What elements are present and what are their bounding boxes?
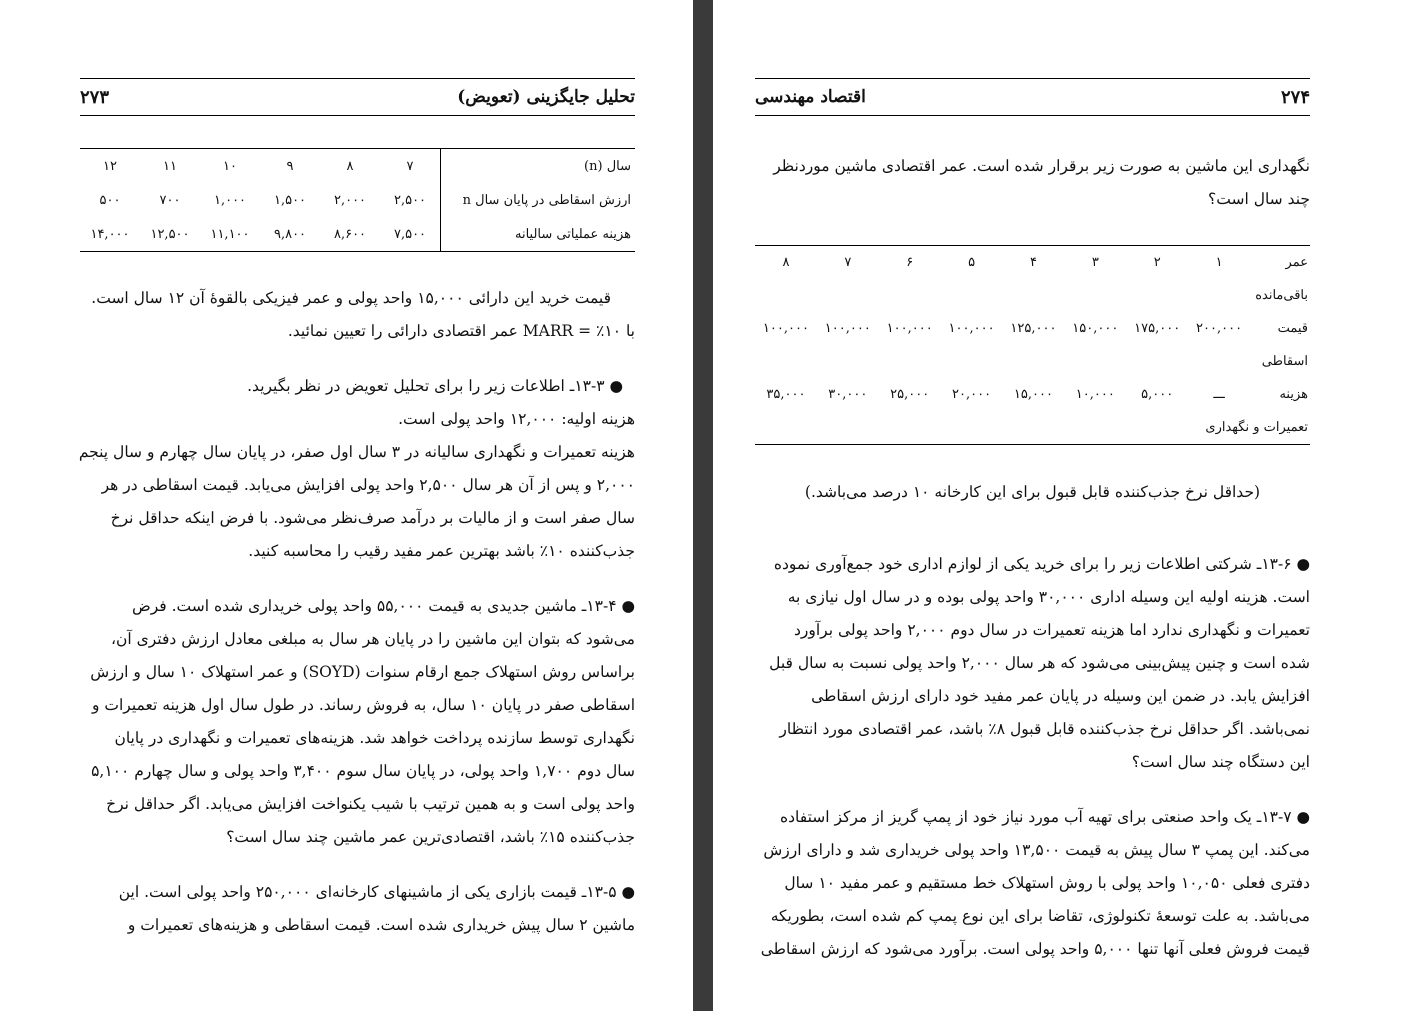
problem-13-5 <box>80 876 635 942</box>
problem-13-4 <box>80 590 635 854</box>
page-header <box>80 78 635 116</box>
text-line: براساس روش استهلاک جمع ارقام سنوات (SOYD) و عمر استهلاک ۱۰ سال و ارزش <box>90 663 635 681</box>
text-line: می‌کند. این پمپ ۳ سال پیش به قیمت ۱۳,۵۰۰ واحد پولی خریداری شد و دارای ارزش <box>763 841 1310 859</box>
machine-age-table <box>755 245 1310 445</box>
book-spine <box>693 0 713 1011</box>
table-cell: ۴ <box>1029 255 1037 270</box>
text-line: چند سال است؟ <box>1208 190 1310 208</box>
table-cell: ۱۲ <box>103 158 117 174</box>
table-cell: ۱۰۰,۰۰۰ <box>762 321 809 336</box>
text-line: اسقاطی صفر در پایان ۱۰ سال، به فروش رساند. در طول سال اول هزینه تعمیرات و <box>91 696 635 714</box>
text-line: سال دوم ۱,۷۰۰ واحد پولی، در پایان سال سوم ۳,۴۰۰ واحد پولی و سال چهارم ۵,۱۰۰ <box>91 762 635 780</box>
table-row <box>80 183 635 217</box>
page-number: ۲۷۳ <box>80 86 110 108</box>
left-body-text <box>80 282 635 942</box>
table-row <box>80 149 635 183</box>
table-row <box>755 312 1310 345</box>
table-cell: ۳ <box>1091 255 1099 270</box>
table-cell: ۶ <box>906 255 914 270</box>
table-cell: ۵۰۰ <box>99 192 121 208</box>
table-cell: ۱۰۰,۰۰۰ <box>948 321 995 336</box>
table-cell: ۱,۰۰۰ <box>213 192 247 208</box>
text-line: قیمت خرید این دارائی ۱۵,۰۰۰ واحد پولی و عمر فیزیکی بالقوهٔ آن ۱۲ سال است. <box>91 289 611 307</box>
row-label: عمر <box>1285 255 1308 270</box>
text-line: است. هزینه اولیه این وسیله اداری ۳۰,۰۰۰ واحد پولی بوده و در سال اول نیازی به <box>787 588 1310 606</box>
table-row <box>755 246 1310 279</box>
page-274 <box>713 0 1403 1011</box>
table-cell: ۵,۰۰۰ <box>1141 387 1174 402</box>
text-line: می‌شود که بتوان این ماشین را در پایان هر سال به مبلغی معادل ارزش دفتری آن، <box>110 630 635 648</box>
text-line: افزایش یابد. در ضمن این وسیله در پایان عمر مفید خود دارای ارزش اسقاطی <box>811 687 1310 705</box>
problem-13-7 <box>755 801 1310 966</box>
table-cell: ۸ <box>782 255 790 270</box>
row-label: هزینه <box>1279 387 1308 402</box>
table-cell: ۲۰,۰۰۰ <box>952 387 992 402</box>
table-cell: ۲ <box>1153 255 1161 270</box>
table-cell: ۲,۵۰۰ <box>393 192 427 208</box>
problem-13-3 <box>80 370 635 568</box>
row-label: هزینه عملیاتی سالیانه <box>440 217 635 251</box>
table-cell: ۱۱ <box>163 158 177 174</box>
problem-13-6 <box>755 548 1310 779</box>
row-label: سال (n) <box>440 149 635 183</box>
text-line: شده است و چنین پیش‌بینی می‌شود که هر سال ۲,۰۰۰ واحد پولی نسبت به سال قبل <box>769 654 1310 672</box>
text-line: هزینه اولیه: ۱۲,۰۰۰ واحد پولی است. <box>398 410 635 428</box>
table-cell: ۱۰ <box>223 158 237 174</box>
row-label: تعمیرات و نگهداری <box>1205 420 1308 435</box>
table-cell: ۱۲۵,۰۰۰ <box>1010 321 1057 336</box>
text-line: ● ۱۳-۶ـ شرکتی اطلاعات زیر را برای خرید یکی از لوازم اداری خود جمع‌آوری نموده <box>773 555 1310 573</box>
text-line: با ۱۰٪ = MARR عمر اقتصادی دارائی را تعیین نمائید. <box>287 322 635 340</box>
text-line: جذب‌کننده ۱۵٪ باشد، اقتصادی‌ترین عمر ماشین چند سال است؟ <box>226 828 635 846</box>
table-cell: ۷,۵۰۰ <box>393 226 427 242</box>
text-line: قیمت فروش فعلی آنها تنها ۵,۰۰۰ واحد پولی است. برآورد می‌شود که ارزش اسقاطی <box>760 940 1310 958</box>
table-row <box>755 378 1310 411</box>
table-cell: ۱۵۰,۰۰۰ <box>1072 321 1119 336</box>
paragraph <box>80 282 635 348</box>
table-row <box>755 345 1310 378</box>
text-line: می‌باشد. به علت توسعهٔ تکنولوژی، تقاضا برای این نوع پمپ کم شده است، بطوریکه <box>770 907 1310 925</box>
header-title: تحلیل جایگزینی (تعویض) <box>457 87 635 107</box>
salvage-cost-table <box>80 148 635 252</box>
table-cell: ۱۴,۰۰۰ <box>90 226 130 242</box>
table-cell: ۷ <box>844 255 852 270</box>
table-cell: ۱۷۵,۰۰۰ <box>1134 321 1181 336</box>
text-line: سال صفر است و از مالیات بر درآمد صرف‌نظر می‌شود. با فرض اینکه حداقل نرخ <box>110 509 635 527</box>
table-cell: ۸,۶۰۰ <box>333 226 367 242</box>
text-line: ● ۱۳-۵ـ قیمت بازاری یکی از ماشینهای کارخانه‌ای ۲۵۰,۰۰۰ واحد پولی است. این <box>118 883 635 901</box>
text-line: واحد پولی است و به همین ترتیب با شیب یکنواخت افزایش می‌یابد. اگر حداقل نرخ <box>106 795 635 813</box>
table-cell: ۳۰,۰۰۰ <box>828 387 868 402</box>
row-label: باقی‌مانده <box>1255 288 1308 303</box>
text-line: دفتری فعلی ۱۰,۰۵۰ واحد پولی با روش استهلاک خط مستقیم و عمر مفید ۱۰ سال <box>784 874 1310 892</box>
table-cell: ۹ <box>286 158 294 174</box>
table-cell: ۲۰۰,۰۰۰ <box>1196 321 1243 336</box>
text-line: این دستگاه چند سال است؟ <box>1131 753 1310 771</box>
text-line: نگهداری توسط سازنده پرداخت خواهد شد. هزینه‌های تعمیرات و نگهداری در پایان <box>114 729 635 747</box>
text-line: جذب‌کننده ۱۰٪ باشد بهترین عمر مفید رقیب را محاسبه کنید. <box>248 542 635 560</box>
text-line: ● ۱۳-۷ـ یک واحد صنعتی برای تهیه آب مورد نیاز خود از پمپ گریز از مرکز استفاده <box>780 808 1310 826</box>
table-row <box>80 217 635 251</box>
table-row <box>755 411 1310 444</box>
page-number: ۲۷۴ <box>1280 86 1310 108</box>
text-line: نگهداری این ماشین به صورت زیر برقرار شده است. عمر اقتصادی ماشین موردنظر <box>773 157 1310 175</box>
table-cell: ـــ <box>1213 387 1225 402</box>
table-cell: ۷ <box>406 158 414 174</box>
table-cell: ۵ <box>968 255 976 270</box>
intro-text <box>755 150 1310 216</box>
row-label: ارزش اسقاطی در پایان سال n <box>440 183 635 217</box>
page-header <box>755 78 1310 116</box>
page-273 <box>0 0 693 1011</box>
text-line: ● ۱۳-۴ـ ماشین جدیدی به قیمت ۵۵,۰۰۰ واحد پولی خریداری شده است. فرض <box>131 597 635 615</box>
table-cell: ۱ <box>1215 255 1223 270</box>
table-cell: ۸ <box>346 158 354 174</box>
text-line: هزینه تعمیرات و نگهداری سالیانه در ۳ سال اول صفر، در پایان سال چهارم و سال پنجم <box>78 443 635 461</box>
text-line: نمی‌باشد. اگر حداقل نرخ جذب‌کننده قابل قبول ۸٪ باشد، عمر اقتصادی مورد انتظار <box>779 720 1310 738</box>
table-cell: ۱۲,۵۰۰ <box>150 226 190 242</box>
row-label: اسقاطی <box>1261 354 1308 369</box>
table-cell: ۲۵,۰۰۰ <box>890 387 930 402</box>
table-cell: ۳۵,۰۰۰ <box>766 387 806 402</box>
table-cell: ۱۰۰,۰۰۰ <box>886 321 933 336</box>
row-label: قیمت <box>1277 321 1308 336</box>
text-line: ماشین ۲ سال پیش خریداری شده است. قیمت اسقاطی و هزینه‌های تعمیرات و <box>127 916 635 934</box>
text-line: تعمیرات و نگهداری ندارد اما هزینه تعمیرات در سال دوم ۲,۰۰۰ واحد پولی برآورد <box>794 621 1310 639</box>
right-body-text <box>755 548 1310 966</box>
table-cell: ۲,۰۰۰ <box>333 192 367 208</box>
table-cell: ۱۵,۰۰۰ <box>1013 387 1053 402</box>
rate-note: (حداقل نرخ جذب‌کننده قابل قبول برای این کارخانه ۱۰ درصد می‌باشد.) <box>804 483 1261 501</box>
header-title: اقتصاد مهندسی <box>755 87 866 107</box>
table-cell: ۱۰,۰۰۰ <box>1075 387 1115 402</box>
table-cell: ۱۱,۱۰۰ <box>210 226 250 242</box>
table-cell: ۹,۸۰۰ <box>273 226 307 242</box>
table-cell: ۱,۵۰۰ <box>273 192 307 208</box>
table-cell: ۷۰۰ <box>159 192 181 208</box>
table-row <box>755 279 1310 312</box>
table-cell: ۱۰۰,۰۰۰ <box>824 321 871 336</box>
text-line: ۲,۰۰۰ و پس از آن هر سال ۲,۵۰۰ واحد پولی افزایش می‌یابد. قیمت اسقاطی در هر <box>101 476 635 494</box>
text-line: ● ۱۳-۳ـ اطلاعات زیر را برای تحلیل تعویض در نظر بگیرید. <box>247 377 623 395</box>
